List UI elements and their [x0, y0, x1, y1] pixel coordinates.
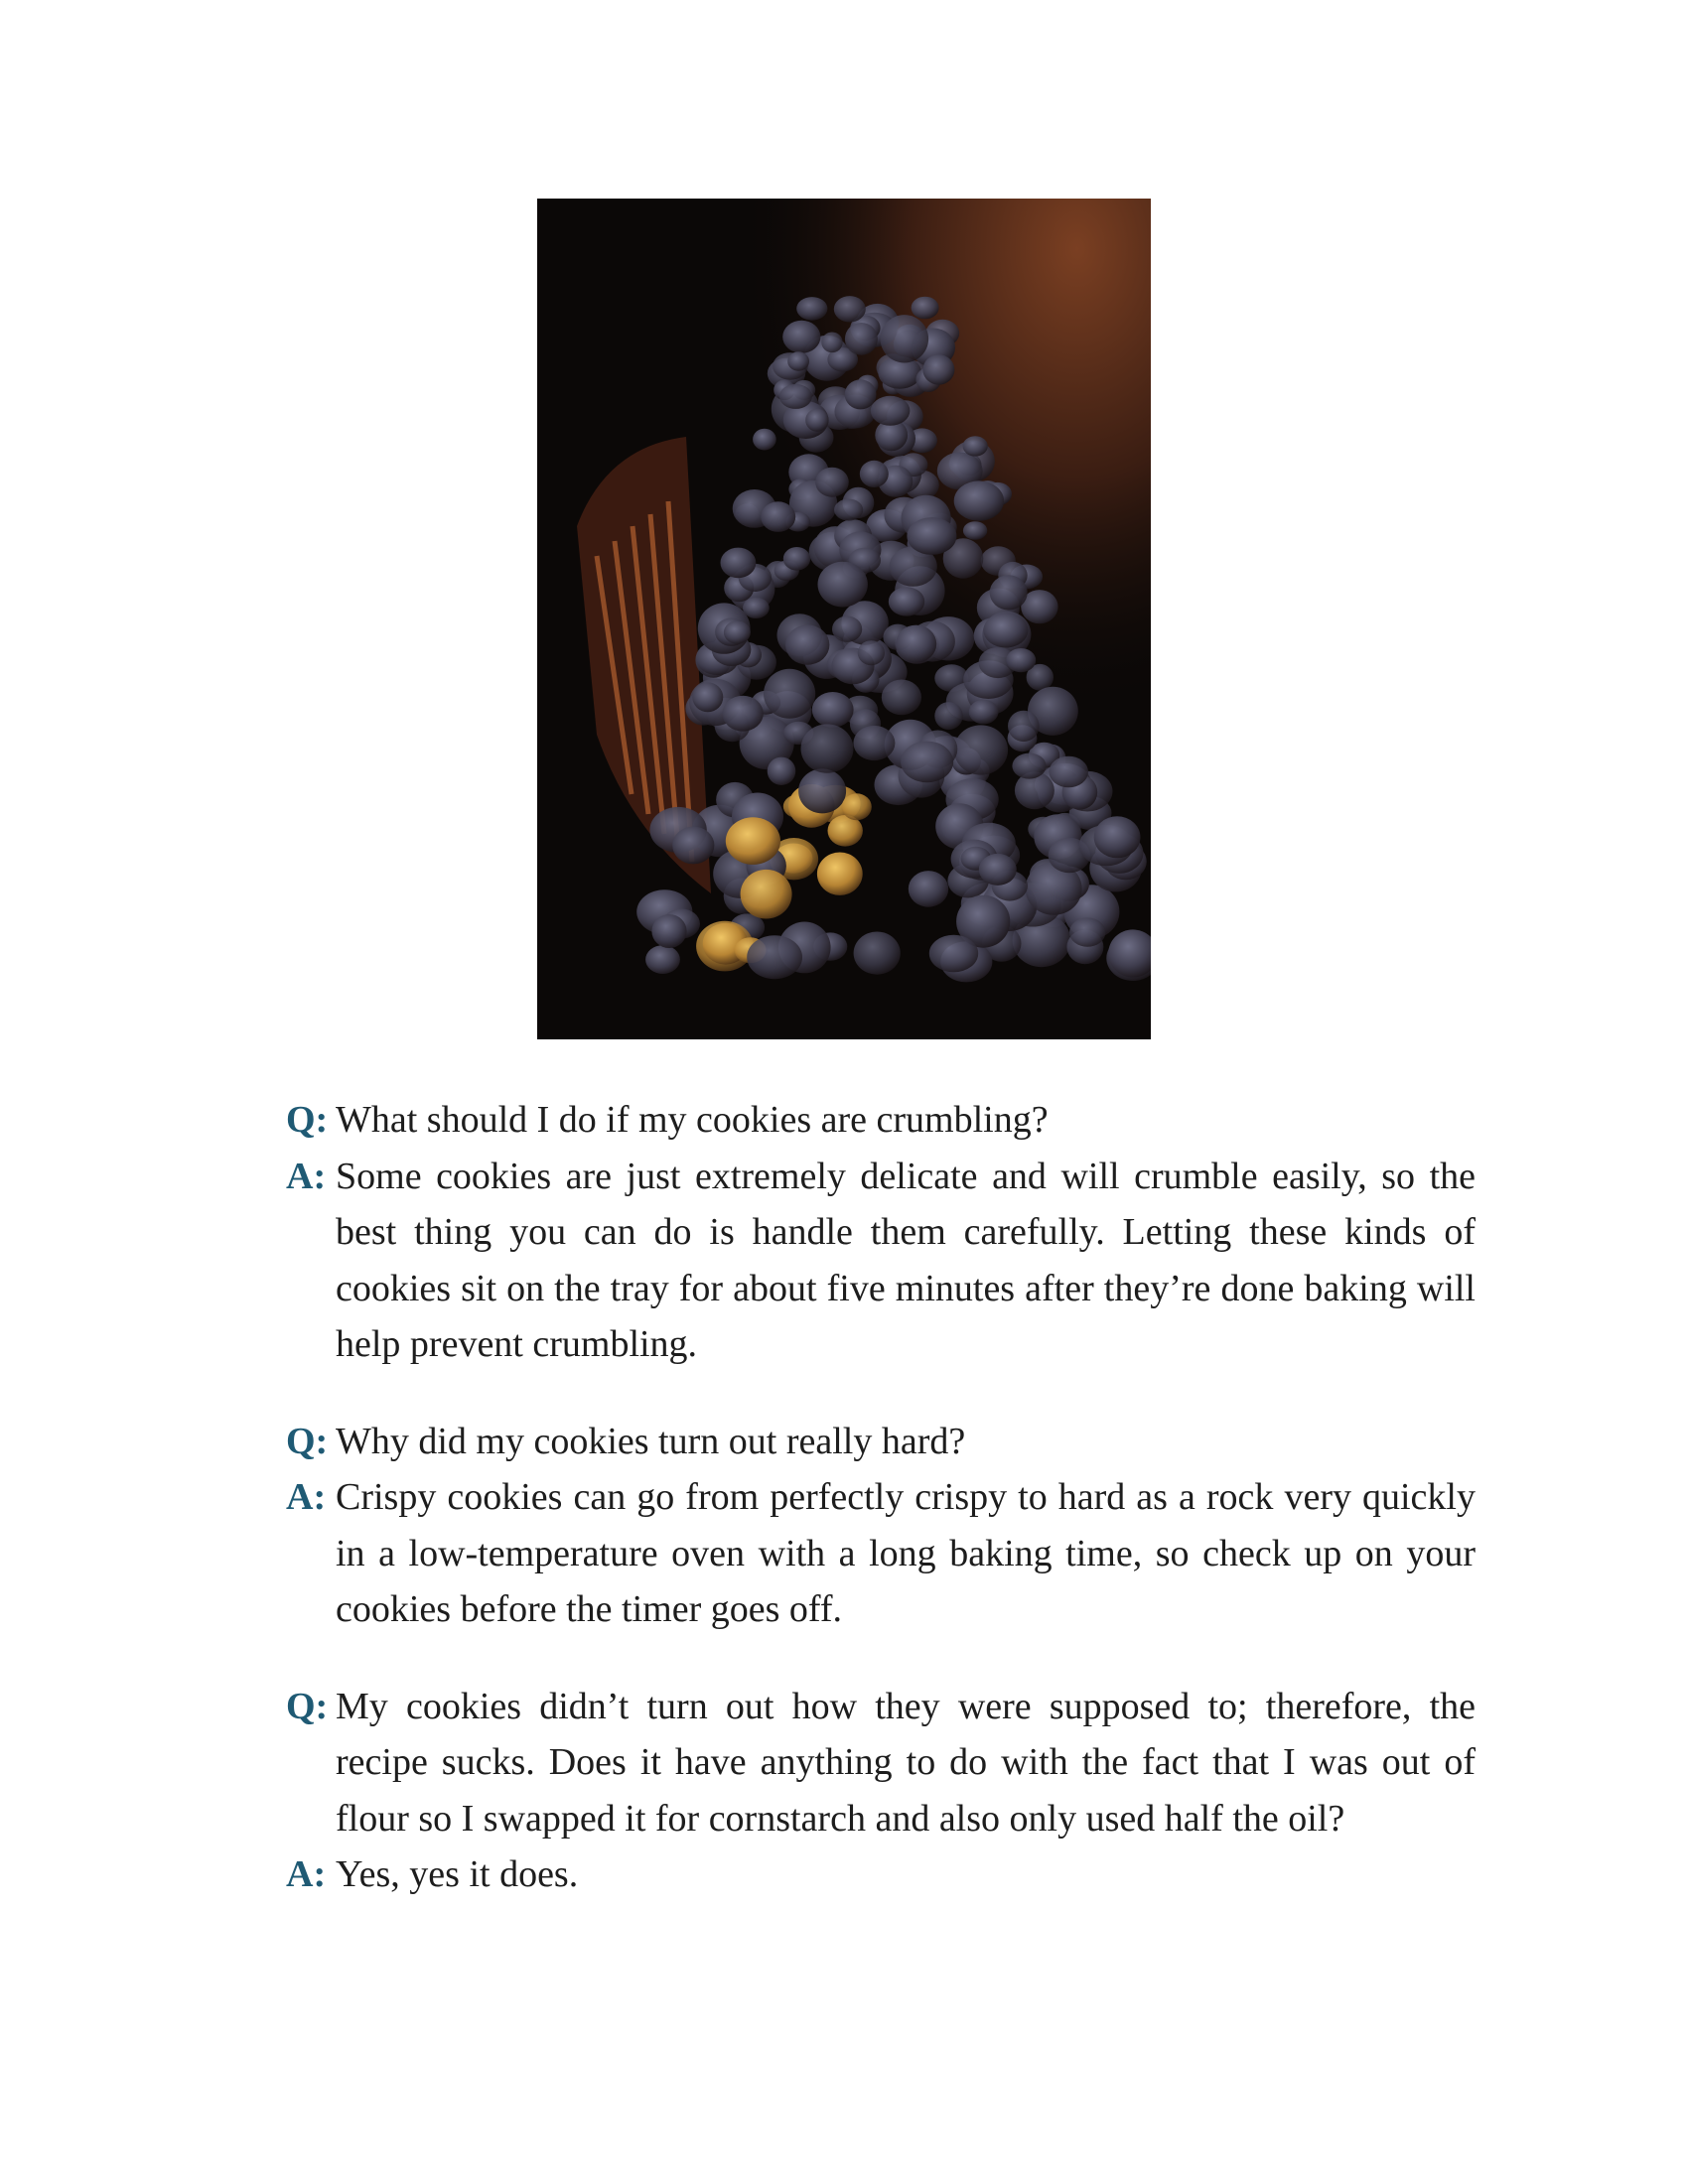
chocolate-chip [764, 669, 815, 719]
chocolate-chip [1008, 711, 1040, 742]
chocolate-chip [929, 935, 978, 973]
chocolate-chip [768, 757, 796, 785]
question [286, 1414, 1476, 1470]
chocolate-chip [909, 871, 948, 907]
chocolate-chip [979, 854, 1017, 886]
chocolate-chip [1012, 753, 1046, 779]
answer-text: Some cookies are just extremely delicate and will crumble easily, so the best thing you can do is handle them carefully. Letting these kinds of cookies sit on the tray for about five minutes after they’re done baking will help prevent crumbling. [336, 1155, 1476, 1365]
chocolate-chip [881, 315, 929, 362]
question [286, 1679, 1476, 1847]
chocolate-chip [785, 625, 829, 665]
chocolate-chip [812, 692, 854, 728]
chocolate-chip [724, 620, 751, 643]
chocolate-chip [651, 914, 686, 948]
chocolate-chips-illustration [537, 199, 1151, 1039]
a-label: A: [286, 1853, 327, 1895]
chocolate-chip [692, 682, 723, 712]
chocolate-chip [743, 598, 770, 618]
chocolate-chip [963, 521, 987, 540]
chocolate-chip [963, 436, 988, 456]
question-text: What should I do if my cookies are crumbling? [336, 1099, 1049, 1141]
chocolate-chip [969, 700, 999, 725]
chocolate-chip [860, 461, 889, 487]
chocolate-chip [782, 321, 820, 353]
chocolate-chip [907, 517, 956, 555]
question-text: My cookies didn’t turn out how they were supposed to; therefore, the recipe sucks. Does it have anything to do with the fact that I was out of flour so I swapped it for cornstarch and also only used half the oil? [336, 1685, 1476, 1840]
chocolate-chip [645, 945, 680, 974]
chocolate-chip [672, 827, 714, 865]
chocolate-chip [912, 297, 939, 320]
chocolate-chip [954, 725, 1008, 774]
chocolate-chip [798, 768, 846, 813]
chocolate-chip [1094, 816, 1141, 858]
chocolate-chip [747, 935, 802, 979]
faq-item-2 [286, 1414, 1476, 1638]
faq-item-1 [286, 1092, 1476, 1373]
chocolate-chip [818, 562, 868, 608]
chocolate-chip [815, 468, 849, 497]
highlighted-chip [726, 817, 780, 865]
chocolate-chip [1049, 756, 1088, 788]
chocolate-chip [858, 640, 885, 665]
q-label: Q: [286, 1685, 329, 1727]
chocolate-chip [1069, 917, 1105, 946]
chocolate-chip [834, 499, 863, 521]
chocolate-chip [896, 625, 936, 663]
a-label: A: [286, 1155, 327, 1197]
chocolate-chip [787, 351, 809, 371]
chocolate-chip [753, 429, 776, 451]
chocolate-chip [871, 396, 911, 426]
chocolate-chip [805, 409, 828, 432]
answer [286, 1149, 1476, 1373]
faq-section [286, 1092, 1476, 1944]
answer [286, 1469, 1476, 1638]
chocolate-chip [722, 696, 763, 732]
chocolate-chip [779, 384, 812, 409]
highlighted-chip [741, 870, 792, 919]
q-label: Q: [286, 1420, 329, 1462]
faq-item-3 [286, 1679, 1476, 1903]
chocolate-chip [954, 480, 1004, 520]
q-label: Q: [286, 1099, 329, 1141]
chocolate-chip [834, 296, 866, 322]
chocolate-chip [845, 323, 878, 355]
chocolate-chip [990, 575, 1028, 610]
chocolate-chip [1006, 648, 1036, 672]
chocolate-chip [934, 702, 962, 730]
chocolate-chip [845, 379, 877, 409]
answer-text: Yes, yes it does. [336, 1853, 579, 1895]
question [286, 1092, 1476, 1149]
chocolate-chips-photo [537, 199, 1151, 1039]
answer [286, 1846, 1476, 1903]
chocolate-chip [889, 587, 924, 615]
chocolate-chip [832, 616, 862, 642]
chocolate-chip [922, 354, 954, 384]
chocolate-chip [801, 724, 854, 772]
highlighted-chip [817, 853, 863, 895]
highlighted-chip [842, 793, 872, 820]
chocolate-chip [783, 547, 810, 571]
question-text: Why did my cookies turn out really hard? [336, 1420, 966, 1462]
chocolate-chip [901, 742, 953, 783]
chocolate-chip [796, 297, 827, 321]
chocolate-chip [761, 501, 795, 532]
chocolate-chip [983, 613, 1028, 647]
chocolate-chip [854, 932, 901, 975]
answer-text: Crispy cookies can go from perfectly crispy to hard as a rock very quickly in a low-temperature oven with a long baking time, so check up on your cookies before the timer goes off. [336, 1476, 1476, 1630]
chocolate-chip [721, 548, 757, 579]
chocolate-chip [853, 726, 895, 760]
a-label: A: [286, 1476, 327, 1518]
chocolate-chip [882, 680, 921, 716]
chocolate-chip [821, 333, 842, 353]
